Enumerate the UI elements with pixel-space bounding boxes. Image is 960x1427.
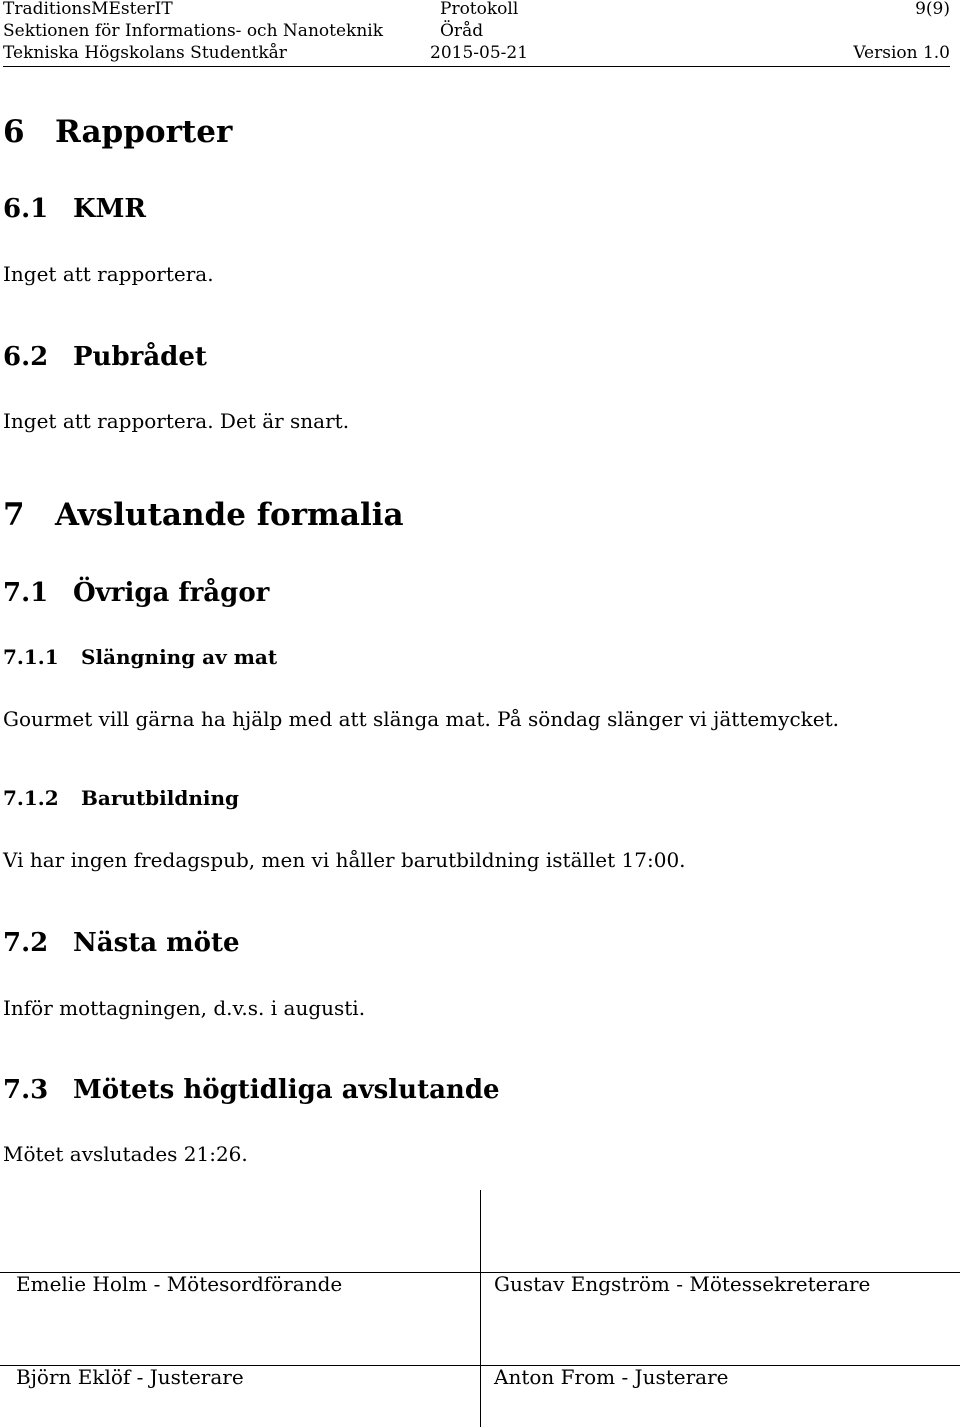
section-number: 6.1 [3,194,49,224]
header-union: Tekniska Högskolans Studentkår [3,43,287,63]
section-7-1-1-heading [3,645,277,669]
section-7-1-heading [3,578,269,608]
section-title: Mötets högtidliga avslutande [73,1075,500,1105]
section-6-2-text: Inget att rapportera. Det är snart. [3,409,350,433]
section-6-1-heading [3,194,146,224]
header-body: Öråd [440,21,484,41]
signature-divider-vertical [480,1190,481,1427]
section-title: Rapporter [55,114,233,150]
signature-secretary: Gustav Engström - Mötessekreterare [494,1272,871,1296]
header-org: TraditionsMEsterIT [3,0,173,19]
signature-adjuster-1: Björn Eklöf - Justerare [16,1365,244,1389]
section-6-1-text: Inget att rapportera. [3,262,214,286]
section-6-2-heading [3,342,207,372]
section-number: 7.2 [3,928,49,958]
section-7-3-text: Mötet avslutades 21:26. [3,1142,248,1166]
section-title: KMR [73,194,146,224]
signature-adjuster-2: Anton From - Justerare [494,1365,729,1389]
section-7-2-heading [3,928,240,958]
section-title: Nästa möte [73,928,240,958]
section-7-heading [3,497,404,533]
section-7-1-1-text: Gourmet vill gärna ha hjälp med att slänga mat. På söndag slänger vi jättemycket. [3,707,840,731]
section-title: Pubrådet [73,342,207,372]
section-7-1-2-text: Vi har ingen fredagspub, men vi håller barutbildning istället 17:00. [3,848,686,872]
section-7-3-heading [3,1075,500,1105]
section-number: 7.3 [3,1075,49,1105]
signature-table [0,1190,960,1427]
section-title: Övriga frågor [73,578,270,608]
section-number: 6 [3,114,25,150]
section-number: 7.1.2 [3,786,59,810]
section-7-2-text: Inför mottagningen, d.v.s. i augusti. [3,996,366,1020]
section-number: 6.2 [3,342,49,372]
header-section: Sektionen för Informations- och Nanoteknik [3,21,384,41]
section-number: 7.1 [3,578,49,608]
signature-chair: Emelie Holm - Mötesordförande [16,1272,343,1296]
section-number: 7.1.1 [3,645,59,669]
header-doc-type: Protokoll [440,0,519,19]
section-title: Slängning av mat [81,645,278,669]
section-number: 7 [3,497,25,533]
header-page-number: 9(9) [915,0,950,19]
section-title: Avslutande formalia [55,497,404,533]
section-7-1-2-heading [3,786,239,810]
section-title: Barutbildning [81,786,240,810]
header-date: 2015-05-21 [430,43,529,63]
section-6-heading [3,114,232,150]
header-version: Version 1.0 [853,43,950,63]
